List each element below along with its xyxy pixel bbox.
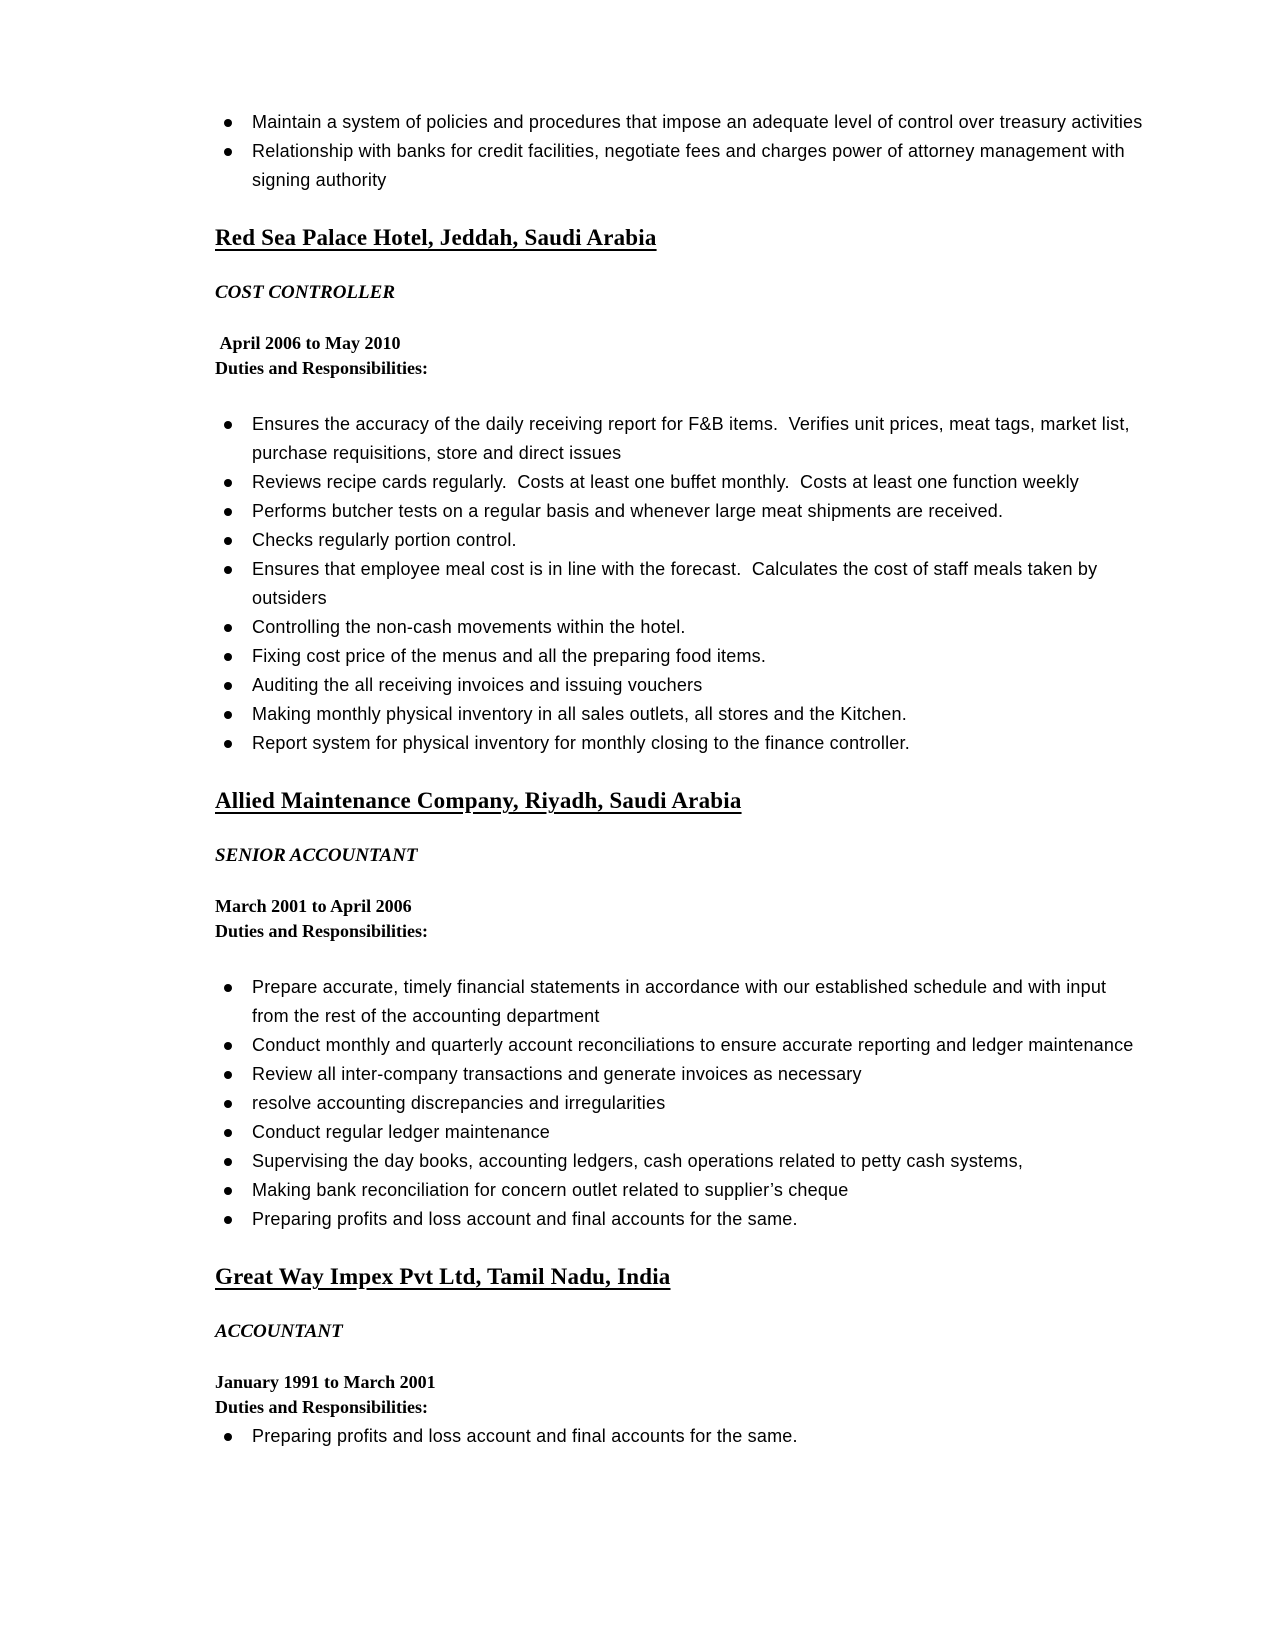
duty-text: Fixing cost price of the menus and all the preparing food items. (252, 646, 767, 666)
duty-text: Performs butcher tests on a regular basis and whenever large meat shipments are received. (252, 501, 1004, 521)
duty-text: Review all inter-company transactions and generate invoices as necessary (252, 1064, 862, 1084)
experience-section (215, 225, 1145, 758)
duty-item (215, 1089, 1145, 1118)
bullet-icon (224, 711, 232, 719)
duty-item (215, 1060, 1145, 1089)
bullet-icon (224, 537, 232, 545)
bullet-icon (224, 1158, 232, 1166)
duty-item (215, 555, 1145, 613)
duty-item (215, 642, 1145, 671)
duty-item (215, 410, 1145, 468)
bullet-icon (224, 1216, 232, 1224)
bullet-icon (224, 1433, 232, 1441)
duty-text: Preparing profits and loss account and final accounts for the same. (252, 1426, 798, 1446)
duty-item (215, 729, 1145, 758)
duty-text: Checks regularly portion control. (252, 530, 517, 550)
duty-item (215, 1031, 1145, 1060)
duty-item (215, 613, 1145, 642)
bullet-icon (224, 1042, 232, 1050)
duty-text: Report system for physical inventory for monthly closing to the finance controller. (252, 733, 910, 753)
duty-list (215, 973, 1145, 1234)
duty-list (215, 410, 1145, 758)
duty-text: Maintain a system of policies and procedures that impose an adequate level of control over treasury activities (252, 112, 1143, 132)
duty-item (215, 108, 1145, 137)
bullet-icon (224, 1071, 232, 1079)
company-heading: Allied Maintenance Company, Riyadh, Saudi Arabia (215, 788, 742, 813)
duty-item (215, 671, 1145, 700)
bullet-icon (224, 479, 232, 487)
duty-text: Conduct monthly and quarterly account reconciliations to ensure accurate reporting and ledger maintenance (252, 1035, 1134, 1055)
duty-item (215, 526, 1145, 555)
bullet-icon (224, 653, 232, 661)
duty-text: Reviews recipe cards regularly. Costs at least one buffet monthly. Costs at least one function weekly (252, 472, 1079, 492)
duty-text: Ensures the accuracy of the daily receiving report for F&B items. Verifies unit prices, meat tags, market list, purchase requisitions, store and direct issues (252, 414, 1135, 463)
employment-period: April 2006 to May 2010 (215, 333, 401, 353)
intro-bullet-list (215, 108, 1145, 195)
job-title: COST CONTROLLER (215, 282, 395, 303)
duty-text: Conduct regular ledger maintenance (252, 1122, 550, 1142)
duty-item (215, 1205, 1145, 1234)
bullet-icon (224, 148, 232, 156)
duty-item (215, 1118, 1145, 1147)
duty-text: Controlling the non-cash movements within the hotel. (252, 617, 686, 637)
bullet-icon (224, 682, 232, 690)
bullet-icon (224, 508, 232, 516)
bullet-icon (224, 1187, 232, 1195)
job-title: SENIOR ACCOUNTANT (215, 845, 418, 866)
duty-text: Prepare accurate, timely financial statements in accordance with our established schedule and with input from the rest of the accounting department (252, 977, 1112, 1026)
bullet-icon (224, 119, 232, 127)
duties-label: Duties and Responsibilities: (215, 1397, 429, 1417)
duty-text: Making monthly physical inventory in all sales outlets, all stores and the Kitchen. (252, 704, 907, 724)
period-block (215, 1370, 1145, 1420)
duties-label: Duties and Responsibilities: (215, 921, 429, 941)
duty-text: Auditing the all receiving invoices and issuing vouchers (252, 675, 703, 695)
bullet-icon (224, 1129, 232, 1137)
duty-item (215, 497, 1145, 526)
company-heading: Red Sea Palace Hotel, Jeddah, Saudi Arabia (215, 225, 657, 250)
duty-item (215, 1147, 1145, 1176)
duty-text: Preparing profits and loss account and final accounts for the same. (252, 1209, 798, 1229)
duty-item (215, 1176, 1145, 1205)
company-heading: Great Way Impex Pvt Ltd, Tamil Nadu, India (215, 1264, 671, 1289)
duty-item (215, 1422, 1145, 1451)
duty-text: Relationship with banks for credit facilities, negotiate fees and charges power of attorney management with signing authority (252, 141, 1131, 190)
bullet-icon (224, 624, 232, 632)
duty-list (215, 1422, 1145, 1451)
experience-section (215, 788, 1145, 1234)
employment-period: January 1991 to March 2001 (215, 1372, 436, 1392)
bullet-icon (224, 421, 232, 429)
employment-period: March 2001 to April 2006 (215, 896, 412, 916)
bullet-icon (224, 740, 232, 748)
duty-item (215, 137, 1145, 195)
duty-text: Ensures that employee meal cost is in line with the forecast. Calculates the cost of staff meals taken by outsiders (252, 559, 1103, 608)
duty-item (215, 700, 1145, 729)
bullet-icon (224, 984, 232, 992)
experience-section (215, 1264, 1145, 1451)
period-block (215, 331, 1145, 381)
period-block (215, 894, 1145, 944)
duty-item (215, 973, 1145, 1031)
duty-text: Making bank reconciliation for concern outlet related to supplier’s cheque (252, 1180, 849, 1200)
duty-item (215, 468, 1145, 497)
bullet-icon (224, 566, 232, 574)
job-title: ACCOUNTANT (215, 1321, 343, 1342)
duty-text: Supervising the day books, accounting ledgers, cash operations related to petty cash systems, (252, 1151, 1024, 1171)
duty-text: resolve accounting discrepancies and irregularities (252, 1093, 666, 1113)
bullet-icon (224, 1100, 232, 1108)
duties-label: Duties and Responsibilities: (215, 358, 429, 378)
